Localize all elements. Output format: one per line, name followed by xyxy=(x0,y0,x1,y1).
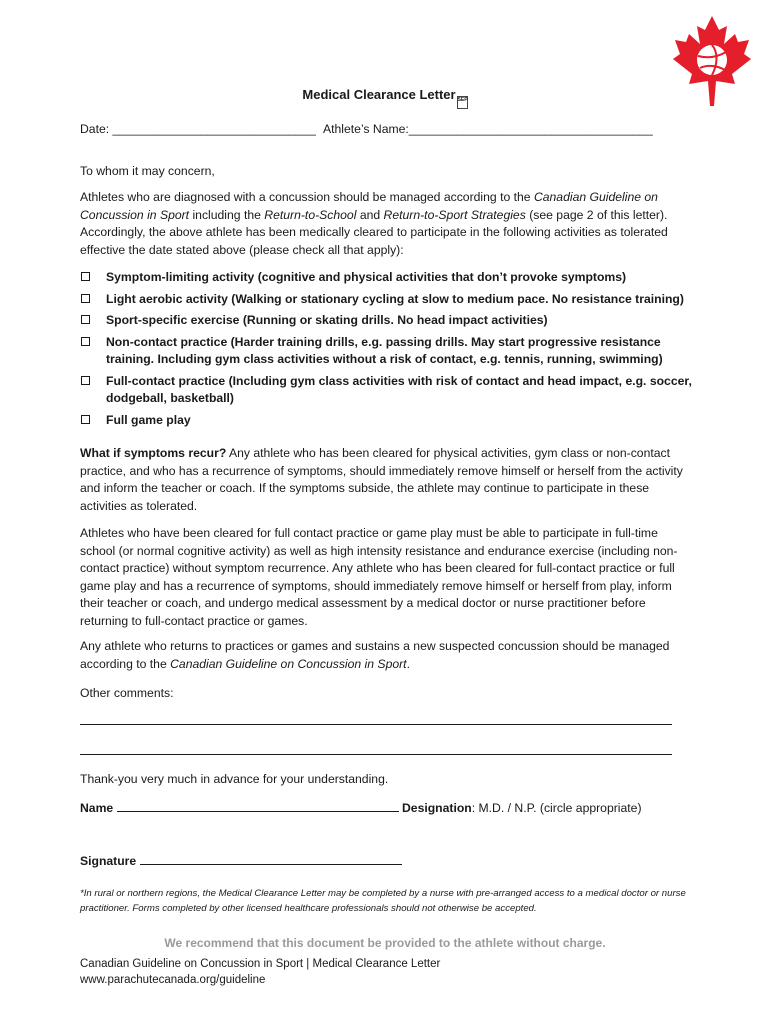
checklist-label: Symptom-limiting activity (cognitive and physical activities that don’t provoke symptoms) xyxy=(106,270,627,284)
checkbox[interactable] xyxy=(81,294,90,303)
intro-return-to-school: Return-to-School xyxy=(264,207,357,222)
checkbox[interactable] xyxy=(81,315,90,324)
checkbox[interactable] xyxy=(81,376,90,385)
intro-text-1: Athletes who are diagnosed with a concussion should be managed according to the xyxy=(80,190,534,204)
footnote: *In rural or northern regions, the Medical Clearance Letter may be completed by a nurse with pre-arranged access to a medical doctor or nurse practitioner. Forms completed by other licensed healthcare professionals should not otherwise be accepted. xyxy=(80,888,686,914)
volleyball-shape xyxy=(697,45,727,75)
checklist-label: Full-contact practice (Including gym class activities with risk of contact and head impact, e.g. soccer, dodgeball, basketball) xyxy=(106,373,692,405)
other-comments-label: Other comments: xyxy=(80,686,174,700)
salutation: To whom it may concern, xyxy=(80,164,215,178)
signature-row xyxy=(80,852,700,871)
recur-heading: What if symptoms recur? xyxy=(80,446,227,460)
date-field[interactable]: Date: ______________________________ xyxy=(80,122,316,136)
recur-paragraph xyxy=(80,445,692,515)
title-text: Medical Clearance Letter xyxy=(302,87,456,102)
designation-label: Designation xyxy=(401,801,472,815)
page-title xyxy=(0,86,770,109)
athlete-name-field[interactable]: Athlete’s Name:____________________________________ xyxy=(323,122,653,136)
list-item xyxy=(80,373,692,408)
intro-guideline: Canadian Guideline on Concussion in Sport xyxy=(80,190,658,222)
page-footer xyxy=(80,956,580,988)
thanks-text: Thank-you very much in advance for your understanding. xyxy=(80,772,389,786)
intro-text-2: including the xyxy=(189,207,265,222)
name-designation-row xyxy=(80,799,700,818)
checkbox[interactable] xyxy=(81,272,90,281)
checklist-label: Non-contact practice (Harder training drills, e.g. passing drills. May start progressive resistance training. Including gym class activities without a risk of contact, e.g. tennis, running, swimming) xyxy=(106,334,663,366)
intro-paragraph xyxy=(80,189,692,259)
name-field[interactable] xyxy=(117,799,399,812)
signature-label: Signature xyxy=(80,854,137,868)
intro-text-3: and xyxy=(356,207,384,222)
list-item xyxy=(80,334,692,369)
return-text-1: Any athlete who returns to practices or games and sustains a new suspected concussion should be managed according to the xyxy=(80,639,670,671)
checklist-label: Sport-specific exercise (Running or skating drills. No head impact activities) xyxy=(106,313,548,327)
list-item xyxy=(80,312,692,330)
recur-text: Any athlete who has been cleared for physical activities, gym class or non-contact practice, and who has a recurrence of symptoms, should immediately remove himself or herself from the activity and inform the teacher or coach. If the symptoms subside, the athlete may continue to participate in these activities as tolerated. xyxy=(80,446,683,513)
date-athlete-row xyxy=(80,121,700,139)
designation-value: : M.D. / N.P. (circle appropriate) xyxy=(471,801,642,815)
full-contact-paragraph: Athletes who have been cleared for full contact practice or game play must be able to participate in full-time school (or normal cognitive activity) as well as high intensity resistance and endurance exercise (including non-contact practice) without symptom recurrence. Any athlete who has been cleared for full-contact practice or full game play and has a recurrence of symptoms, should immediately remove himself or herself from play, inform their teacher or coach, and undergo medical assessment by a medical doctor or nurse practitioner before returning to full-contact practice or games. xyxy=(80,526,678,628)
return-text-2: . xyxy=(406,656,410,671)
list-item xyxy=(80,412,692,430)
signature-field[interactable] xyxy=(140,852,402,865)
checklist-label: Full game play xyxy=(106,412,191,427)
footer-url: www.parachutecanada.org/guideline xyxy=(80,974,266,986)
return-paragraph xyxy=(80,638,692,673)
comments-line[interactable] xyxy=(80,742,672,755)
recommend-note: We recommend that this document be provided to the athlete without charge. xyxy=(164,936,606,950)
checkbox[interactable] xyxy=(81,415,90,424)
checklist-label: Light aerobic activity (Walking or stationary cycling at slow to medium pace. No resistance training) xyxy=(106,291,684,306)
list-item xyxy=(80,291,692,309)
comments-line[interactable] xyxy=(80,712,672,725)
sep-glyph: SEP xyxy=(457,96,468,109)
footer-title: Canadian Guideline on Concussion in Sport | Medical Clearance Letter xyxy=(80,958,441,970)
checkbox[interactable] xyxy=(81,337,90,346)
intro-return-to-sport: Return-to-Sport Strategies xyxy=(383,207,526,222)
return-guideline: Canadian Guideline on Concussion in Sport xyxy=(170,656,407,671)
list-item xyxy=(80,269,692,287)
name-label: Name xyxy=(80,801,114,815)
intro-text-4: (see page 2 of this letter). Accordingly, the above athlete has been medically cleared to participate in the following activities as tolerated effective the date stated above (please check all that apply): xyxy=(80,207,668,257)
activity-checklist xyxy=(80,269,692,433)
